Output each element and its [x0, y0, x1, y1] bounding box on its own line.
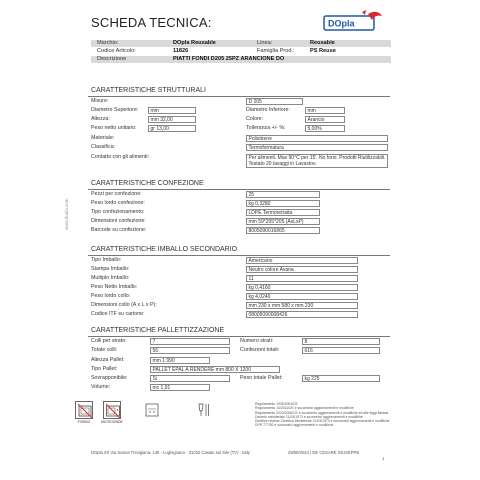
- tipo-imballo-value: Americano: [246, 257, 358, 264]
- peso-lordo-confezione-value: kg 0,3280: [246, 200, 320, 207]
- altezza-pallet-value: mm 1.990: [150, 357, 210, 364]
- regulation-line: Regolamento 1935/2004/CE: [255, 402, 298, 406]
- side-text: www.dopla.com: [64, 198, 69, 230]
- contatto-alimenti-label: Contatto con gli alimenti:: [91, 154, 150, 160]
- side-watermark: [64, 100, 74, 230]
- volume-value: mc 1,91: [150, 384, 210, 391]
- numero-strati-value: 8: [302, 338, 380, 345]
- peso-netto-imballo-label: Peso Netto Imballo:: [91, 284, 138, 290]
- colore-value: Arancio: [305, 116, 345, 123]
- materiale-value: Polistirene: [246, 135, 388, 142]
- descrizione-label: Descrizione: [97, 56, 127, 62]
- section-divider: [88, 189, 390, 190]
- pezzi-confezione-label: Pezzi per confezione:: [91, 191, 142, 197]
- tolleranza-label: Tolleranza +/- %:: [246, 125, 286, 131]
- regulations-list: [255, 402, 390, 428]
- barcode-confezione-label: Barcode su confezione:: [91, 227, 147, 233]
- microonde-label: MICROONDE: [101, 420, 123, 424]
- tipo-imballo-label: Tipo Imballo:: [91, 257, 122, 263]
- confezioni-totali-value: 616: [302, 347, 380, 354]
- dimensioni-confezione-value: mm 59*205*205 (AxLxP): [246, 218, 320, 225]
- peso-lordo-collo-value: kg 4,0240: [246, 293, 358, 300]
- codice-itf-value: 08005090008426: [246, 311, 358, 318]
- footer-date: 29/08/2024 | DE CESARE GIUSEPPE: [288, 450, 360, 455]
- tolleranza-value: 5,00%: [305, 125, 345, 132]
- marchio-label: Marchio:: [97, 40, 119, 46]
- tipo-confezionamento-value: LDPE Termoretraita: [246, 209, 320, 216]
- contatto-alimenti-value: Per alimenti. Max 90°C per 15'. No forni. Prodotti Riutilizzabili. Testato 20 lavaggi in Lavastov.: [246, 154, 388, 168]
- dopla-logo: [322, 10, 384, 34]
- forno-icon: [75, 401, 93, 419]
- tipo-pallet-value: PALLET EPAL A RENDERE mm 800 X 1200: [150, 366, 280, 373]
- classifica-label: Classifica:: [91, 144, 116, 150]
- dimensioni-collo-value: mm 230 x mm 580 x mm 230: [246, 302, 358, 309]
- altezza-label: Altezza:: [91, 116, 110, 122]
- totale-colli-label: Totale colli:: [91, 347, 118, 353]
- regulation-line: Decreto ministeriale 21/03/1973 e successivi aggiornamenti e modifiche: [255, 414, 363, 419]
- section-title-imballo: CARATTERISTICHE IMBALLO SECONDARIO: [91, 246, 238, 253]
- section-divider: [88, 255, 390, 256]
- section-divider: [88, 336, 390, 337]
- section-divider: [88, 96, 390, 97]
- barcode-confezione-value: 8005090016865: [246, 227, 320, 234]
- stampa-imballo-label: Stampa Imballo:: [91, 266, 130, 272]
- famiglia-value: PS Reuse: [310, 48, 336, 54]
- descrizione-value: PIATTI FONDI D205 25PZ ARANCIONE DO: [173, 56, 285, 62]
- multiplo-imballo-value: 11: [246, 275, 358, 282]
- lavastoviglie-icon: [143, 401, 161, 419]
- stampa-imballo-value: Neutro colore Avana: [246, 266, 358, 273]
- microonde-icon: [103, 401, 121, 419]
- dimensioni-collo-label: Dimensioni collo (A x L x P):: [91, 302, 157, 308]
- diametro-inferiore-label: Diametro Inferiore:: [246, 107, 290, 113]
- codice-itf-label: Codice ITF su cartone:: [91, 311, 145, 317]
- colore-label: Colore:: [246, 116, 264, 122]
- marchio-value: DOpla Reusable: [173, 40, 216, 46]
- section-title-pallet: CARATTERISTICHE PALLETTIZZAZIONE: [91, 327, 225, 334]
- codice-label: Codice Articolo:: [97, 48, 136, 54]
- peso-netto-value: gr 13,00: [148, 125, 196, 132]
- sovrapponibile-value: Si: [150, 375, 230, 382]
- diametro-inferiore-value: mm: [305, 107, 345, 114]
- classifica-value: Termoformatura: [246, 144, 388, 151]
- altezza-pallet-label: Altezza Pallet:: [91, 357, 125, 363]
- page-title: SCHEDA TECNICA:: [91, 15, 212, 30]
- tipo-confezionamento-label: Tipo confezionamento:: [91, 209, 145, 215]
- dimensioni-confezione-label: Dimensioni confezione:: [91, 218, 146, 224]
- codice-value: 11826: [173, 48, 189, 54]
- regulation-line: Direttiva relativa: Direttiva Ministeriale 21/03/1973 e successivi aggiornamenti e modifiche: [255, 419, 390, 424]
- sovrapponibile-label: Sovrapponibile:: [91, 375, 128, 381]
- header-row-descrizione: [91, 56, 391, 63]
- footer-company: DOpla Srl Via Nuova Trevigiana, 136 - Lughignano - 31032 Casale sul Sile (TV) - Italy: [91, 450, 250, 455]
- pezzi-confezione-value: 25: [246, 191, 320, 198]
- tipo-pallet-label: Tipo Pallet:: [91, 366, 118, 372]
- section-title-strutturali: CARATTERISTICHE STRUTTURALI: [91, 87, 206, 94]
- section-title-confezione: CARATTERISTICHE CONFEZIONE: [91, 180, 204, 187]
- volume-label: Volume:: [91, 384, 111, 390]
- forno-label: FORNO: [77, 420, 91, 424]
- diametro-superiore-value: mm: [148, 107, 196, 114]
- altezza-value: mm 32,00: [148, 116, 196, 123]
- materiale-label: Materiale:: [91, 135, 115, 141]
- logo-text: DOpla: [328, 18, 355, 29]
- famiglia-label: Famiglia Prod.:: [257, 48, 295, 54]
- multiplo-imballo-label: Multiplo Imballo:: [91, 275, 130, 281]
- regulation-line: Regolamento 2023/2006/CE e successivi aggiornamenti e modifiche ed alle leggi italiane: [255, 410, 389, 415]
- misure-value: D 205: [246, 98, 303, 105]
- peso-netto-imballo-value: kg 0,4160: [246, 284, 358, 291]
- peso-netto-label: Peso netto unitario:: [91, 125, 137, 131]
- diametro-superiore-label: Diametro Superiore:: [91, 107, 139, 113]
- confezioni-totali-label: Confezioni totali:: [240, 347, 280, 353]
- regulation-line: DPR 777/82 e successivi aggiornamenti e modifiche: [255, 423, 334, 428]
- colli-strato-value: 7: [150, 338, 230, 345]
- regulation-line: Regolamento 10/2011/UE e successivi aggiornamenti e modifiche: [255, 406, 354, 411]
- totale-colli-value: 56: [150, 347, 230, 354]
- linea-label: Linea:: [257, 40, 273, 46]
- header-row-marchio: [91, 40, 391, 47]
- peso-lordo-confezione-label: Peso lordo confezione:: [91, 200, 145, 206]
- header-row-codice: [91, 48, 391, 55]
- linea-value: Reusable: [310, 40, 335, 46]
- page-number: 1: [382, 456, 385, 461]
- peso-totale-pallet-label: Peso totale Pallet:: [240, 375, 283, 381]
- food-contact-icon: [195, 401, 213, 419]
- colli-strato-label: Colli per strato:: [91, 338, 127, 344]
- peso-lordo-collo-label: Peso lordo collo:: [91, 293, 131, 299]
- misure-label: Misure:: [91, 98, 109, 104]
- peso-totale-pallet-value: kg 225: [302, 375, 380, 382]
- numero-strati-label: Numero strati:: [240, 338, 274, 344]
